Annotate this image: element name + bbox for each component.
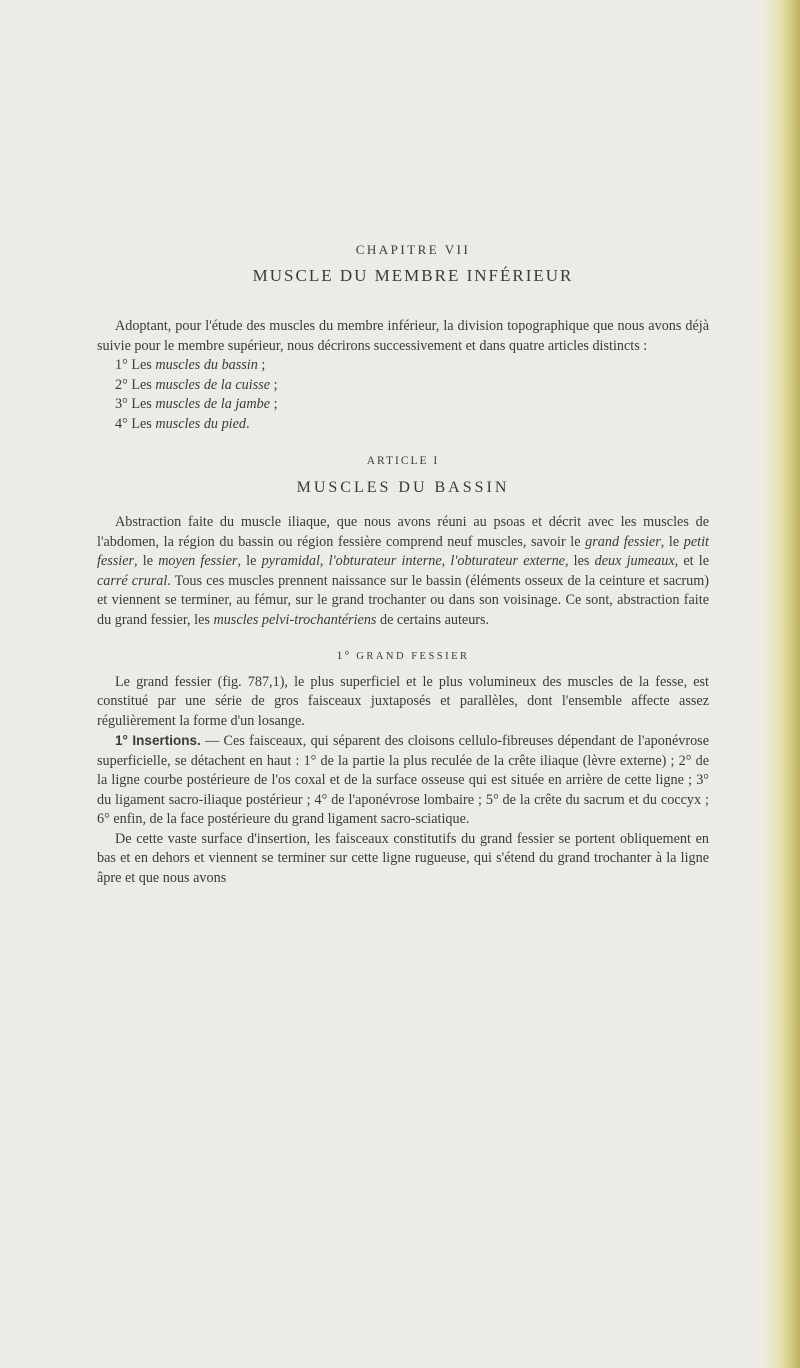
insertions-label: 1° Insertions. [115,733,201,748]
grand-fessier-paragraph: Le grand fessier (fig. 787,1), le plus superficiel et le plus volumineux des muscles de la fesse, est constitué par une série de gros faisceaux juxtaposés et parallèles, dont l'ensemble affecte assez régulièrement la forme d'un losange. [97,673,709,729]
subsection-heading [97,646,709,667]
chapter-title: MUSCLE DU MEMBRE INFÉRIEUR [252,265,574,285]
page-body [97,240,709,888]
intro-paragraph: Adoptant, pour l'étude des muscles du membre inférieur, la division topographique que nous avons déjà suivie pour le membre supérieur, nous décrirons successivement et dans quatre articles distincts : [97,318,709,354]
subsection-number: 1° [336,648,352,662]
page-edge [762,0,800,1368]
list-item: 3° Les muscles de la jambe ; [115,396,278,412]
list-item: 4° Les muscles du pied. [115,415,250,432]
article-heading: ARTICLE I [366,455,440,467]
chapter-heading: CHAPITRE VII [355,242,471,257]
list-item: 2° Les muscles de la cuisse ; [115,376,278,393]
last-paragraph: De cette vaste surface d'insertion, les faisceaux constitutifs du grand fessier se portent obliquement en bas et en dehors et viennent se terminer sur cette ligne rugueuse, qui s'étend du grand trochanter à la ligne âpre et que nous avons [97,830,709,886]
bassin-paragraph: Abstraction faite du muscle iliaque, que nous avons réuni au psoas et décrit avec les muscles de l'abdomen, la région du bassin ou région fessière comprend neuf muscles, savoir le grand fessier, le petit fessier, le moyen fessier, le pyramidal, l'obturateur interne, l'obturateur externe, les deux jumeaux, et le carré crural. Tous ces muscles prennent naissance sur le bassin (éléments osseux de la ceinture et sacrum) et viennent se terminer, au fémur, sur le grand trochanter ou dans son voisinage. Ce sont, abstraction faite du grand fessier, les muscles pelvi-trochantériens de certains auteurs. [97,514,710,628]
subsection-label: GRAND FESSIER [356,651,470,662]
list-item: 1° Les muscles du bassin ; [115,357,266,373]
insertions-paragraph: 1° Insertions. — Ces faisceaux, qui séparent des cloisons cellulo-fibreuses dépendant de l'aponévrose superficielle, se détachent en haut : 1° de la partie la plus reculée de la crête iliaque (lèvre externe) ; 2° de la ligne courbe postérieure de l'os coxal et de la surface osseuse qui est située en arrière de cette ligne ; 3° du ligament sacro-iliaque postérieur ; 4° de l'aponévrose lombaire ; 5° de la crête du sacrum et du coccyx ; 6° enfin, de la face postérieure du grand ligament sacro-sciatique. [97,733,709,827]
section-title: MUSCLES DU BASSIN [296,478,510,496]
